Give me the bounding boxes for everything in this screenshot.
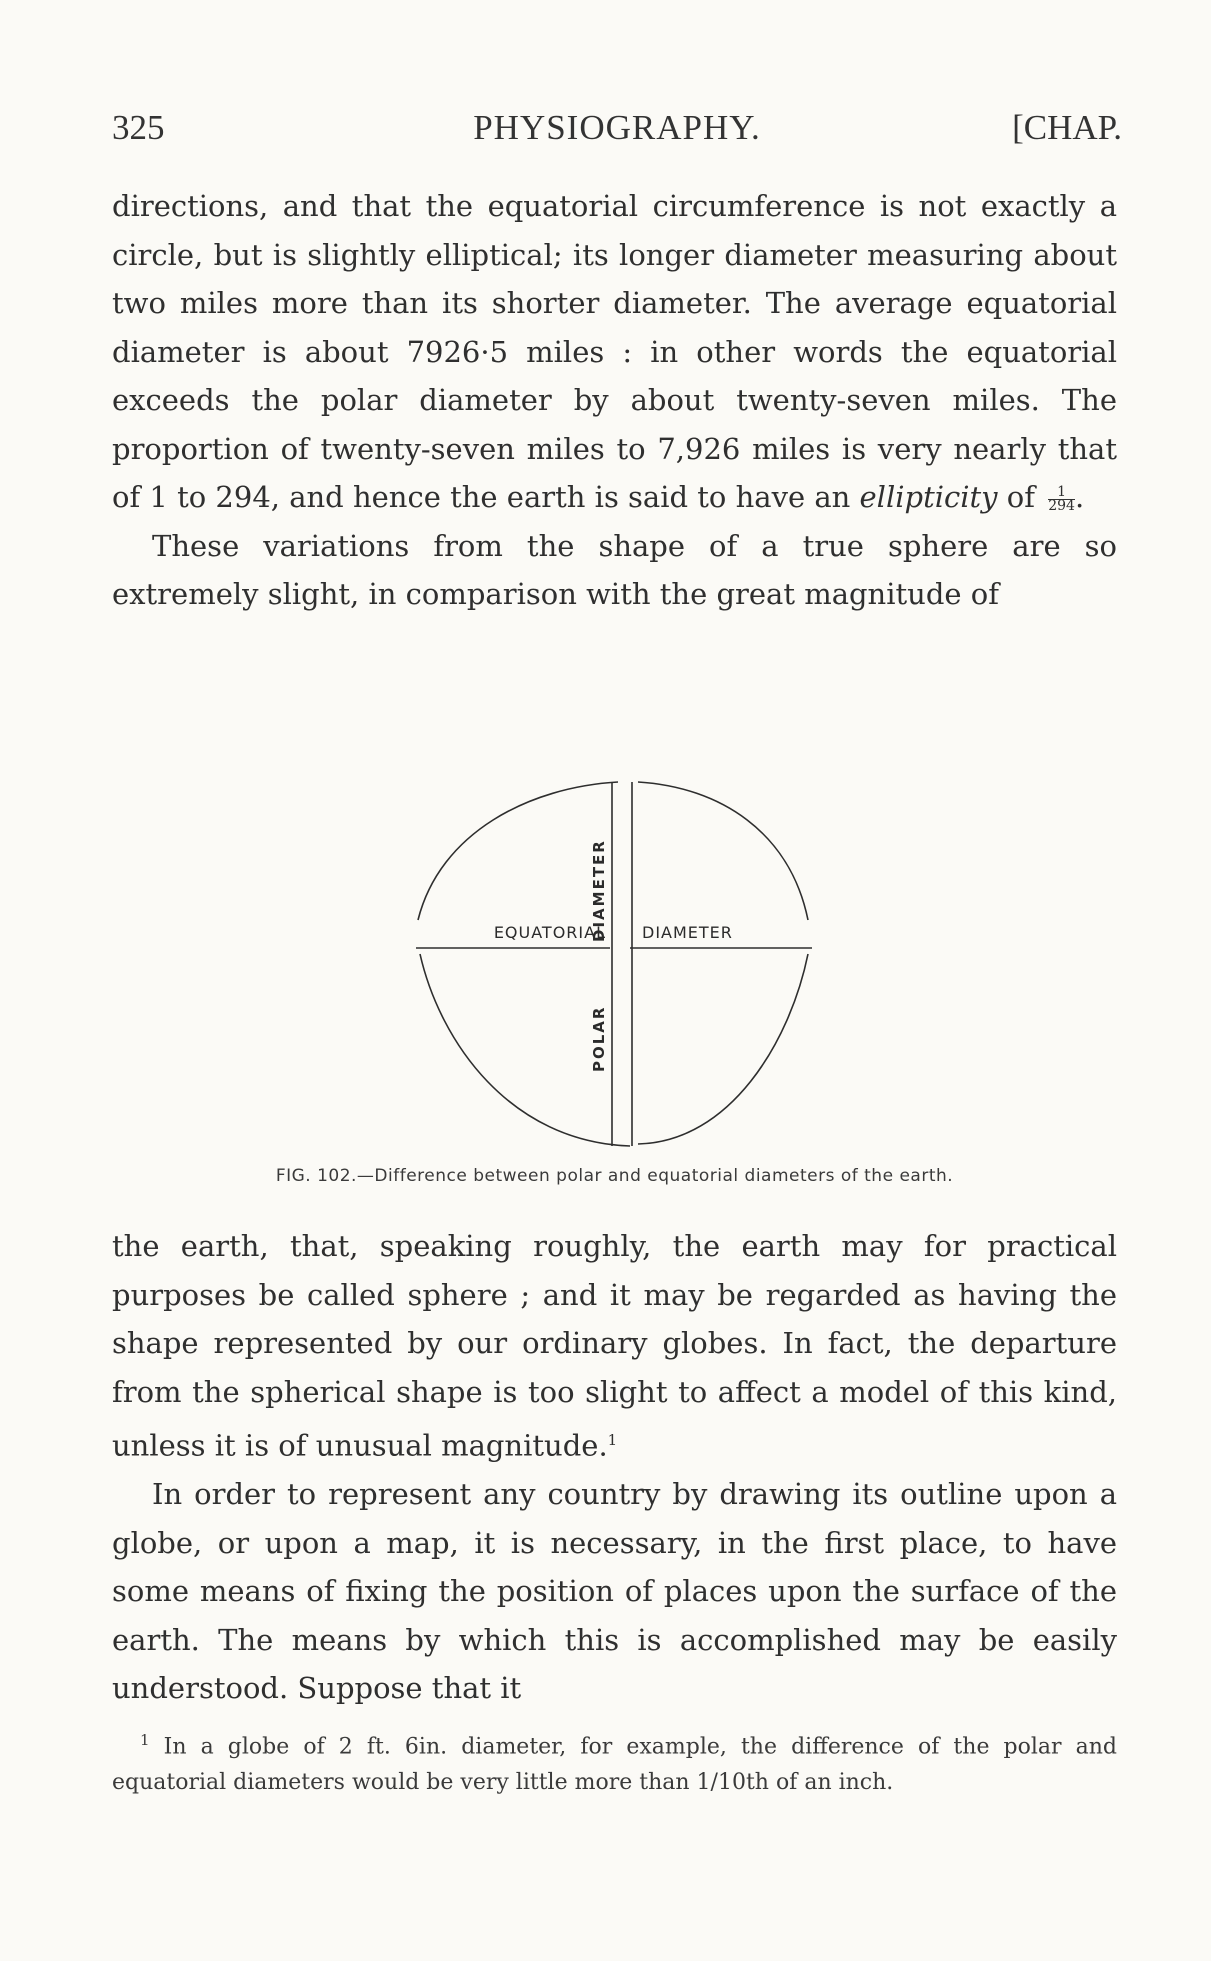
running-title: PHYSIOGRAPHY. [473, 108, 761, 147]
figure-caption: FIG. 102.—Difference between polar and equatorial diameters of the earth. [275, 1166, 954, 1186]
footnote-marker: 1 [140, 1731, 150, 1749]
footnote-text: In a globe of 2 ft. 6in. diameter, for example, the difference of the polar and equatorial diameters would be very little more than [112, 1734, 1117, 1796]
footnote-reference[interactable]: 1 [607, 1431, 618, 1449]
of-word: of [1006, 480, 1035, 514]
page-header [112, 108, 1122, 152]
emphasis-ellipticity: ellipticity [859, 480, 998, 514]
paragraph-represent: In order to represent any country by drawing its outline upon a globe, or upon a map, it is necessary, in the first place, to have some means of fixing the position of places upon the surface of the earth. The means by which this is accomplished may be easily understood. Suppose that it [112, 1477, 1117, 1706]
top-text-block [112, 182, 1117, 619]
lower-text-block [112, 1222, 1117, 1713]
paragraph-continued: directions, and that the equatorial circumference is not exactly a circle, but is slightly elliptical; its longer diameter measuring about two miles more than its shorter diameter. The average equatorial diameter is about 7926·5 miles : in other words the equatorial exceeds the polar diameter by about twenty-seven miles. The proportion of twenty-seven miles to 7,926 miles is very nearly that of 1 to 294, and hence the earth is said to have an ellipticity of $\frac{1}{294}$ . [112, 189, 1117, 514]
ellipse-upper-left-arc [418, 782, 618, 920]
page-number: 325 [112, 108, 165, 147]
label-polar: POLAR [590, 1005, 608, 1072]
label-equatorial: EQUATORIAL [493, 923, 606, 942]
ellipse-upper-right-arc [638, 782, 808, 920]
chapter-marker: [CHAP. [1012, 108, 1122, 147]
fraction-ellipticity: $\frac{1}{294}$ [1048, 483, 1075, 514]
footnote-fraction: 1/10 [696, 1770, 746, 1796]
ellipse-lower-right-arc [638, 954, 808, 1144]
label-diameter-vertical: DIAMETER [590, 839, 608, 942]
paragraph-variations-end: the earth, that, speaking roughly, the earth may for practical purposes be called sphere ; and it may be regarded as having the shape represented by our ordinary globes. In fact, the departure from the spherical shape is too slight to affect a model of this kind, unless it is of unusual magnitude.$^1$ [112, 1229, 1117, 1463]
paragraph-text: directions, and that the equatorial circumference is not exactly a circle, but is slightly elliptical; its longer diameter measuring about two miles more than its shorter diameter. The average equatorial diameter is about 7926·5 miles : in other words the equatorial exceeds the polar diameter by about twenty-seven miles. The proportion of twenty-seven miles to 7,926 miles is very nearly that of 1 to 294, and hence the earth is said to have an [112, 189, 1117, 514]
label-diameter-horizontal: DIAMETER [642, 923, 733, 942]
paragraph-variations-start: These variations from the shape of a true sphere are so extremely slight, in comparison with the great magnitude of [112, 528, 1117, 611]
footnote-tail: th of an inch. [745, 1770, 894, 1796]
figure-102-diagram [380, 742, 860, 1162]
footnote [112, 1722, 1117, 1801]
